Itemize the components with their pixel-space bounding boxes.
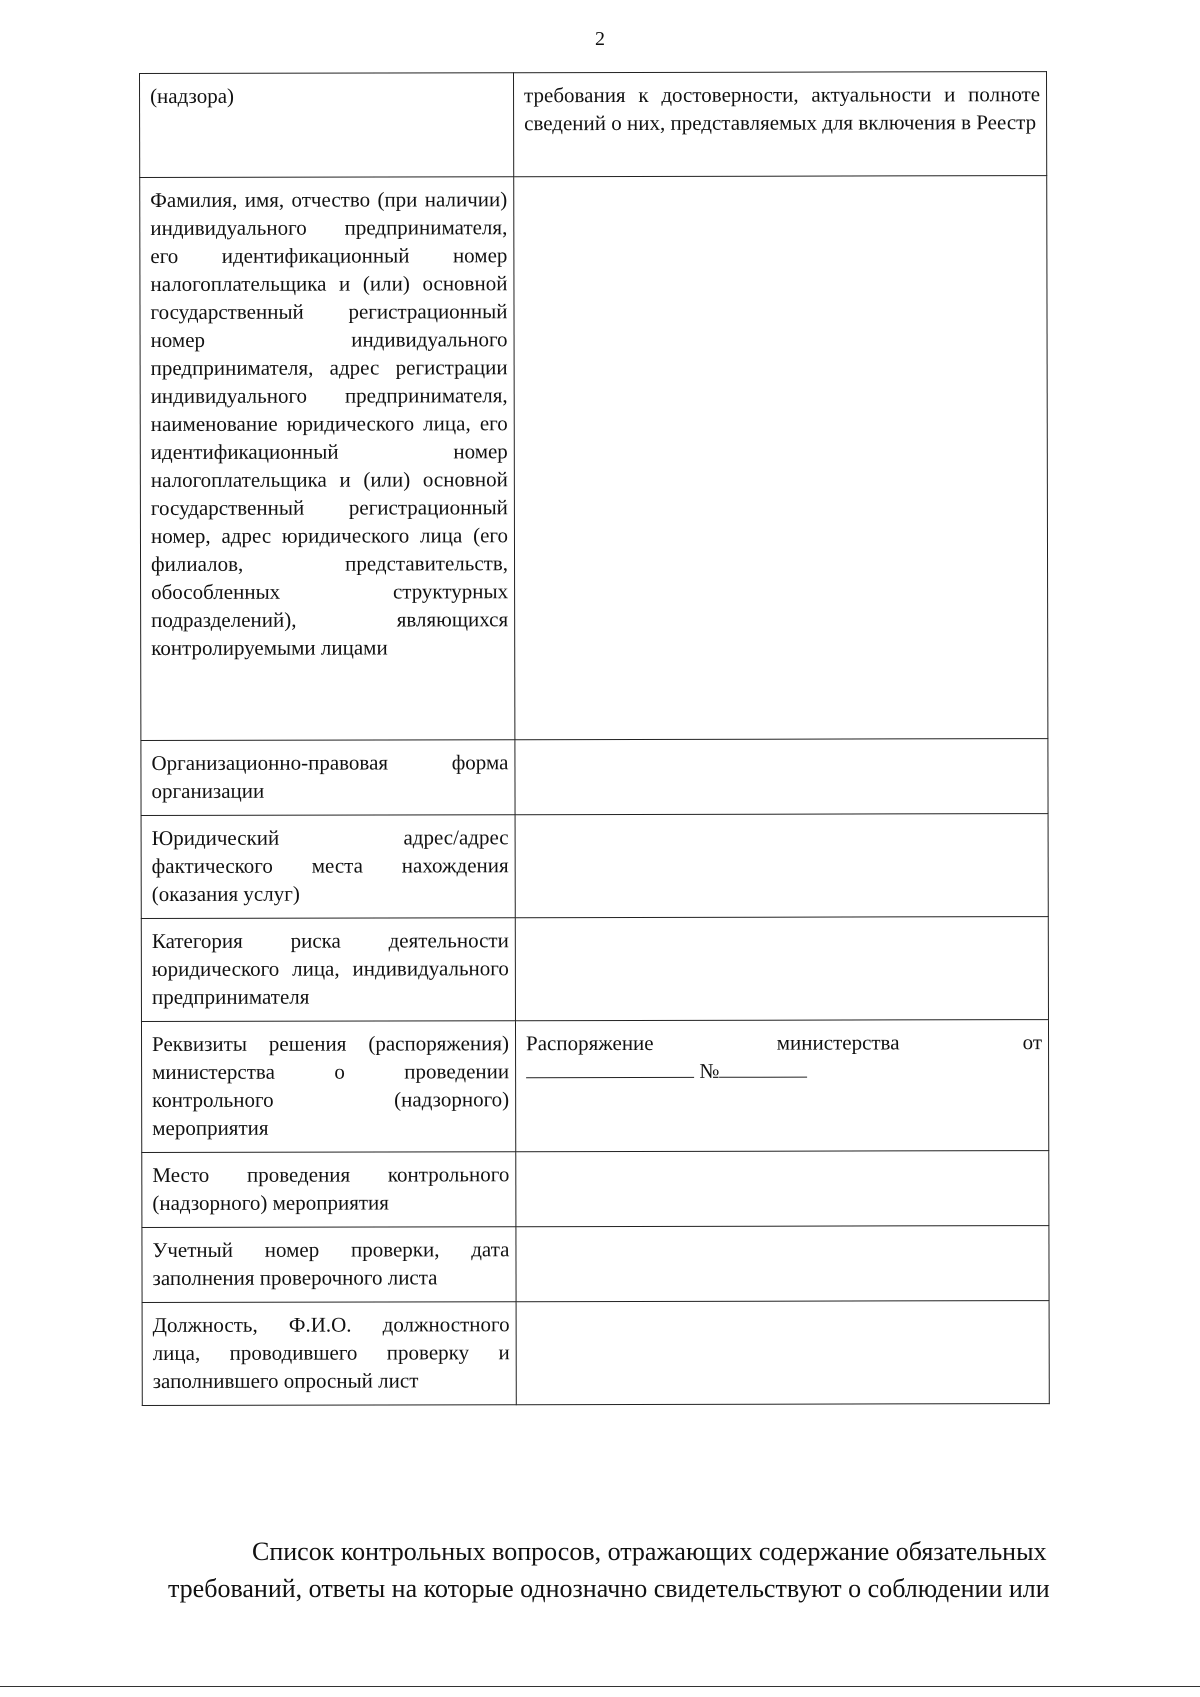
row-label-risk-category: Категория риска деятельности юридического лица, индивидуального предпринимателя: [141, 918, 515, 1022]
row-value-registry-requirements: требования к достоверности, актуальности и полноте сведений о них, представляемых для включения в Реестр: [514, 72, 1047, 177]
table-row: [142, 1151, 1049, 1228]
table-row: [141, 1020, 1048, 1153]
order-number-blank[interactable]: [719, 1057, 807, 1078]
row-label-address: Юридический адрес/адрес фактического места нахождения (оказания услуг): [141, 815, 515, 919]
row-label-supervision: (надзора): [140, 73, 514, 178]
table-row: [140, 176, 1048, 741]
row-label-controlled-persons: Фамилия, имя, отчество (при наличии) индивидуального предпринимателя, его идентификационный номер налогоплательщика и (или) основной государственный регистрационный номер индивидуального предпринимателя, адрес регистрации индивидуального предпринимателя, наименование юридического лица, его идентификационный номер налогоплательщика и (или) основной государственный регистрационный номер, адрес юридического лица (его филиалов, представительств, обособленных структурных подразделений), являющихся контролируемыми лицами: [140, 177, 515, 741]
row-value-controlled-persons[interactable]: [514, 176, 1048, 740]
row-value-risk-category[interactable]: [515, 917, 1048, 1021]
page-bottom-rule: [0, 1686, 1200, 1687]
section-heading-line-1: Список контрольных вопросов, отражающих содержание обязательных: [252, 1537, 1047, 1566]
order-prefix: Распоряжение министерства от: [526, 1030, 1043, 1056]
row-label-inspection-number: Учетный номер проверки, дата заполнения проверочного листа: [142, 1227, 516, 1303]
page-number: 2: [595, 28, 605, 50]
row-value-inspection-number[interactable]: [516, 1226, 1049, 1302]
table-row: [141, 814, 1048, 919]
table-row: [141, 739, 1048, 816]
table-row: [140, 72, 1047, 178]
row-value-decision-details[interactable]: [515, 1020, 1048, 1152]
table-row: [142, 1301, 1049, 1406]
row-value-legal-form[interactable]: [515, 739, 1048, 815]
section-heading: [150, 1533, 1130, 1607]
row-label-legal-form: Организационно-правовая форма организации: [141, 740, 515, 816]
row-value-official[interactable]: [516, 1301, 1049, 1405]
row-label-official: Должность, Ф.И.О. должностного лица, проводившего проверку и заполнившего опросный лист: [142, 1302, 516, 1406]
row-label-place: Место проведения контрольного (надзорного) мероприятия: [142, 1152, 516, 1228]
table-row: [142, 1226, 1049, 1303]
row-value-address[interactable]: [515, 814, 1048, 918]
number-sign: №: [699, 1058, 720, 1083]
checklist-header-table: [139, 71, 1050, 1406]
row-value-place[interactable]: [516, 1151, 1049, 1227]
table-row: [141, 917, 1048, 1022]
row-label-decision-details: Реквизиты решения (распоряжения) министерства о проведении контрольного (надзорного) мероприятия: [141, 1021, 515, 1153]
order-date-blank[interactable]: [526, 1057, 694, 1078]
section-heading-line-2: требований, ответы на которые однозначно свидетельствуют о соблюдении или: [168, 1574, 1050, 1603]
